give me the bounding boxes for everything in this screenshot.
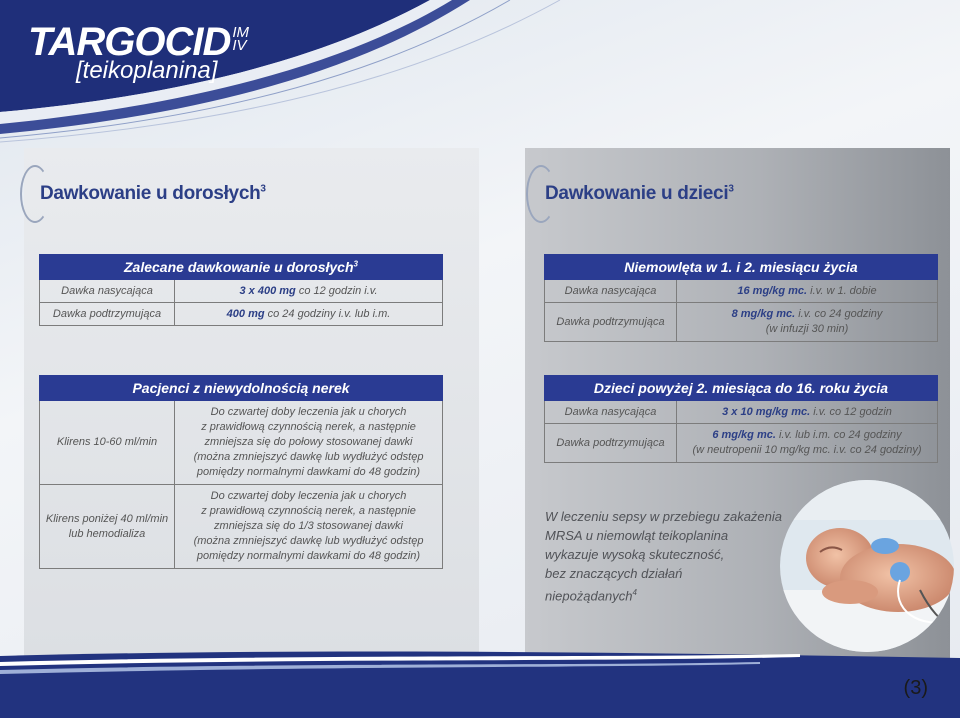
infants-dosage-table xyxy=(544,254,938,342)
dose-strong: 6 mg/kg mc. xyxy=(712,429,776,441)
brand-route-im: IM xyxy=(232,24,250,41)
adults-dosage-header-ref: 3 xyxy=(353,259,358,269)
newborn-infant-photo xyxy=(780,480,954,652)
instruction-line: (można zmniejszyć dawkę lub wydłużyć odstęp xyxy=(193,535,424,547)
instruction-line: z prawidłową czynnością nerek, a następnie xyxy=(201,505,416,517)
renal-instructions-cell xyxy=(175,485,443,569)
dose-value-cell xyxy=(175,280,443,303)
table-row xyxy=(545,280,938,303)
dose-label-cell: Dawka nasycająca xyxy=(545,280,677,303)
table-row xyxy=(40,401,443,485)
adults-dosage-header-text: Zalecane dawkowanie u dorosłych xyxy=(124,259,354,275)
note-last-line: niepożądanych xyxy=(545,588,633,604)
dose-strong: 3 x 10 mg/kg mc. xyxy=(722,405,811,418)
adults-title-ref: 3 xyxy=(260,183,266,195)
dose-value-cell xyxy=(677,303,938,342)
dose-label-cell: Dawka nasycająca xyxy=(545,401,677,424)
dose-value-cell xyxy=(677,401,938,424)
children-table-header: Dzieci powyżej 2. miesiąca do 16. roku życia xyxy=(545,376,938,401)
instruction-line: (można zmniejszyć dawkę lub wydłużyć odstęp xyxy=(193,451,424,463)
clearance-label-cell xyxy=(40,485,175,569)
adults-title-text: Dawkowanie u dorosłych xyxy=(40,183,261,204)
note-line: MRSA u niemowląt teikoplanina xyxy=(545,528,729,543)
dose-value-cell xyxy=(175,303,443,326)
dose-value-cell xyxy=(677,424,938,463)
table-row xyxy=(545,401,938,424)
renal-instructions-cell xyxy=(175,401,443,485)
instruction-line: pomiędzy normalnymi dawkami do 48 godzin) xyxy=(196,466,421,478)
dose-note: (w infuzji 30 min) xyxy=(765,323,849,335)
table-row xyxy=(40,303,443,326)
dose-label-cell: Dawka podtrzymująca xyxy=(545,303,677,342)
brand-route-iv: IV xyxy=(232,37,247,54)
dose-rest: i.v. lub i.m. co 24 godziny xyxy=(775,429,902,441)
brand-logo xyxy=(28,22,249,84)
instruction-line: zmniejsza się do połowy stosowanej dawki xyxy=(204,436,413,448)
dose-strong: 16 mg/kg mc. xyxy=(737,284,808,297)
instruction-line: Do czwartej doby leczenia jak u chorych xyxy=(210,406,407,418)
table-row xyxy=(40,485,443,569)
note-line xyxy=(545,583,805,605)
note-ref: 4 xyxy=(632,588,637,597)
clearance-label-line: lub hemodializa xyxy=(68,527,146,540)
brand-route-marks xyxy=(232,26,249,52)
children-title-text: Dawkowanie u dzieci xyxy=(545,183,729,204)
dose-rest: co 12 godzin i.v. xyxy=(295,284,378,297)
clearance-label-cell: Klirens 10-60 ml/min xyxy=(40,401,175,485)
sepsis-efficacy-note xyxy=(545,507,805,605)
dose-label-cell: Dawka nasycająca xyxy=(40,280,175,303)
renal-table-header: Pacjenci z niewydolnością nerek xyxy=(40,376,443,401)
clearance-label-line: Klirens poniżej 40 ml/min xyxy=(45,512,169,525)
dose-strong: 3 x 400 mg xyxy=(239,284,296,297)
dose-label-cell: Dawka podtrzymująca xyxy=(545,424,677,463)
table-row xyxy=(545,424,938,463)
note-line: W leczeniu sepsy w przebiegu zakażenia xyxy=(545,509,783,524)
note-line: wykazuje wysoką skuteczność, xyxy=(545,547,725,562)
dose-note: (w neutropenii 10 mg/kg mc. i.v. co 24 godziny) xyxy=(692,444,922,456)
instruction-line: z prawidłową czynnością nerek, a następnie xyxy=(201,421,416,433)
footer-band xyxy=(0,648,960,718)
table-row xyxy=(40,280,443,303)
dose-rest: i.v. co 24 godziny xyxy=(795,308,883,320)
children-section-title xyxy=(545,183,734,205)
children-dosage-table xyxy=(544,375,938,463)
page-number: (3) xyxy=(903,677,928,699)
brand-name: TARGOCID xyxy=(28,20,231,64)
dose-rest: co 24 godziny i.v. lub i.m. xyxy=(264,307,391,320)
dose-strong: 8 mg/kg mc. xyxy=(731,308,796,320)
adults-dosage-table-header xyxy=(40,255,443,280)
children-title-ref: 3 xyxy=(728,183,734,195)
note-line: bez znaczących działań xyxy=(545,566,683,581)
dose-rest: i.v. w 1. dobie xyxy=(807,284,877,297)
dose-value-cell xyxy=(677,280,938,303)
brand-subtitle: [teikoplanina] xyxy=(76,57,218,84)
dose-label-cell: Dawka podtrzymująca xyxy=(40,303,175,326)
instruction-line: pomiędzy normalnymi dawkami do 48 godzin) xyxy=(196,550,421,562)
table-row xyxy=(545,303,938,342)
instruction-line: zmniejsza się do 1/3 stosowanej dawki xyxy=(214,520,403,532)
adults-dosage-table xyxy=(39,254,443,326)
instruction-line: Do czwartej doby leczenia jak u chorych xyxy=(210,490,407,502)
dose-strong: 400 mg xyxy=(226,307,265,320)
dose-rest: i.v. co 12 godzin xyxy=(810,405,892,418)
adults-section-title xyxy=(40,183,266,205)
renal-failure-table xyxy=(39,375,443,569)
infants-table-header: Niemowlęta w 1. i 2. miesiącu życia xyxy=(545,255,938,280)
